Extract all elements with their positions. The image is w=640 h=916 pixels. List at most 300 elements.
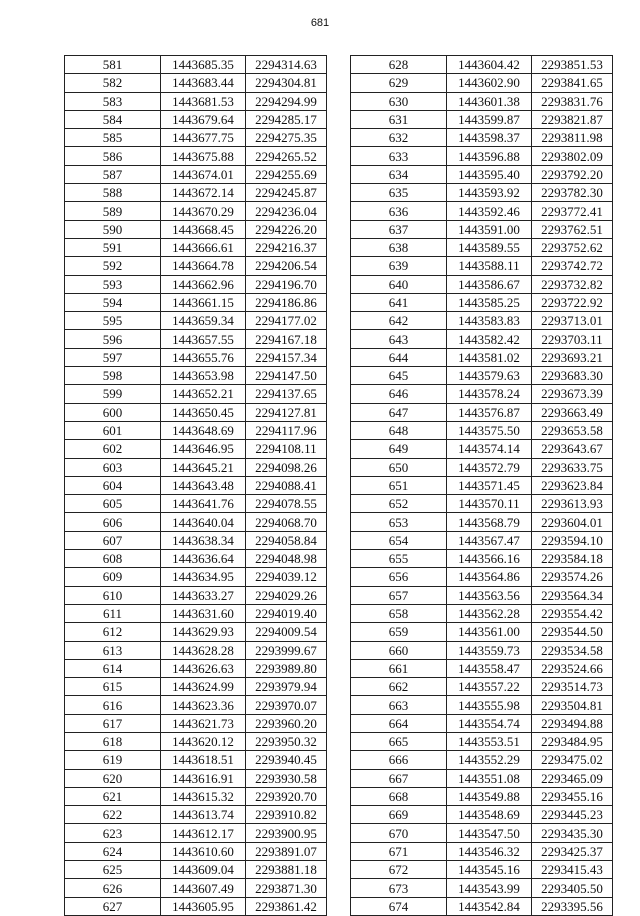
x-coordinate-cell: 1443674.01 — [161, 165, 246, 183]
y-coordinate-cell: 2293989.80 — [246, 659, 327, 677]
x-coordinate-cell: 1443554.74 — [447, 714, 532, 732]
y-coordinate-cell: 2293821.87 — [532, 110, 613, 128]
y-coordinate-cell: 2293534.58 — [532, 641, 613, 659]
y-coordinate-cell: 2293653.58 — [532, 421, 613, 439]
x-coordinate-cell: 1443643.48 — [161, 476, 246, 494]
x-coordinate-cell: 1443646.95 — [161, 440, 246, 458]
table-row — [351, 861, 613, 879]
table-row — [351, 220, 613, 238]
y-coordinate-cell: 2293950.32 — [246, 732, 327, 750]
point-number-cell: 637 — [351, 220, 447, 238]
table-row — [65, 74, 327, 92]
table-row — [65, 806, 327, 824]
point-number-cell: 640 — [351, 275, 447, 293]
y-coordinate-cell: 2293574.26 — [532, 568, 613, 586]
point-number-cell: 666 — [351, 751, 447, 769]
point-number-cell: 622 — [65, 806, 161, 824]
table-row — [65, 568, 327, 586]
y-coordinate-cell: 2294058.84 — [246, 531, 327, 549]
y-coordinate-cell: 2294009.54 — [246, 623, 327, 641]
x-coordinate-cell: 1443582.42 — [447, 330, 532, 348]
y-coordinate-cell: 2293970.07 — [246, 696, 327, 714]
table-row — [351, 92, 613, 110]
y-coordinate-cell: 2294147.50 — [246, 367, 327, 385]
x-coordinate-cell: 1443618.51 — [161, 751, 246, 769]
point-number-cell: 589 — [65, 202, 161, 220]
y-coordinate-cell: 2294048.98 — [246, 550, 327, 568]
x-coordinate-cell: 1443650.45 — [161, 403, 246, 421]
x-coordinate-cell: 1443574.14 — [447, 440, 532, 458]
y-coordinate-cell: 2293663.49 — [532, 403, 613, 421]
y-coordinate-cell: 2293960.20 — [246, 714, 327, 732]
table-row — [65, 678, 327, 696]
x-coordinate-cell: 1443631.60 — [161, 604, 246, 622]
x-coordinate-cell: 1443634.95 — [161, 568, 246, 586]
table-row — [65, 824, 327, 842]
table-row — [351, 74, 613, 92]
table-row — [65, 879, 327, 897]
table-row — [65, 403, 327, 421]
y-coordinate-cell: 2293713.01 — [532, 312, 613, 330]
x-coordinate-cell: 1443561.00 — [447, 623, 532, 641]
point-number-cell: 638 — [351, 238, 447, 256]
table-row — [65, 56, 327, 74]
y-coordinate-cell: 2293435.30 — [532, 824, 613, 842]
y-coordinate-cell: 2294186.86 — [246, 293, 327, 311]
point-number-cell: 612 — [65, 623, 161, 641]
table-row — [65, 769, 327, 787]
point-number-cell: 653 — [351, 513, 447, 531]
y-coordinate-cell: 2293900.95 — [246, 824, 327, 842]
y-coordinate-cell: 2293742.72 — [532, 257, 613, 275]
y-coordinate-cell: 2293564.34 — [532, 586, 613, 604]
y-coordinate-cell: 2293881.18 — [246, 861, 327, 879]
y-coordinate-cell: 2293584.18 — [532, 550, 613, 568]
point-number-cell: 634 — [351, 165, 447, 183]
x-coordinate-cell: 1443567.47 — [447, 531, 532, 549]
point-number-cell: 660 — [351, 641, 447, 659]
table-row — [65, 861, 327, 879]
table-row — [351, 824, 613, 842]
point-number-cell: 641 — [351, 293, 447, 311]
table-row — [351, 732, 613, 750]
point-number-cell: 626 — [65, 879, 161, 897]
table-row — [65, 348, 327, 366]
y-coordinate-cell: 2294167.18 — [246, 330, 327, 348]
table-row — [351, 879, 613, 897]
point-number-cell: 644 — [351, 348, 447, 366]
table-row — [351, 476, 613, 494]
table-row — [65, 513, 327, 531]
point-number-cell: 607 — [65, 531, 161, 549]
x-coordinate-cell: 1443638.34 — [161, 531, 246, 549]
point-number-cell: 639 — [351, 257, 447, 275]
table-row — [65, 312, 327, 330]
x-coordinate-cell: 1443553.51 — [447, 732, 532, 750]
x-coordinate-cell: 1443578.24 — [447, 385, 532, 403]
point-number-cell: 583 — [65, 92, 161, 110]
table-row — [351, 513, 613, 531]
table-row — [65, 202, 327, 220]
point-number-cell: 605 — [65, 495, 161, 513]
point-number-cell: 627 — [65, 897, 161, 915]
y-coordinate-cell: 2293594.10 — [532, 531, 613, 549]
x-coordinate-cell: 1443566.16 — [447, 550, 532, 568]
point-number-cell: 601 — [65, 421, 161, 439]
table-row — [351, 385, 613, 403]
y-coordinate-cell: 2294068.70 — [246, 513, 327, 531]
y-coordinate-cell: 2294265.52 — [246, 147, 327, 165]
y-coordinate-cell: 2293395.56 — [532, 897, 613, 915]
y-coordinate-cell: 2293445.23 — [532, 806, 613, 824]
point-number-cell: 592 — [65, 257, 161, 275]
point-number-cell: 623 — [65, 824, 161, 842]
y-coordinate-cell: 2294255.69 — [246, 165, 327, 183]
table-row — [65, 110, 327, 128]
point-number-cell: 588 — [65, 184, 161, 202]
point-number-cell: 604 — [65, 476, 161, 494]
y-coordinate-cell: 2293494.88 — [532, 714, 613, 732]
table-row — [65, 751, 327, 769]
point-number-cell: 615 — [65, 678, 161, 696]
x-coordinate-cell: 1443591.00 — [447, 220, 532, 238]
y-coordinate-cell: 2293643.67 — [532, 440, 613, 458]
x-coordinate-cell: 1443662.96 — [161, 275, 246, 293]
point-number-cell: 671 — [351, 842, 447, 860]
x-coordinate-cell: 1443620.12 — [161, 732, 246, 750]
table-row — [351, 842, 613, 860]
y-coordinate-cell: 2294019.40 — [246, 604, 327, 622]
point-number-cell: 597 — [65, 348, 161, 366]
y-coordinate-cell: 2293554.42 — [532, 604, 613, 622]
x-coordinate-cell: 1443571.45 — [447, 476, 532, 494]
x-coordinate-cell: 1443683.44 — [161, 74, 246, 92]
table-row — [65, 696, 327, 714]
point-number-cell: 670 — [351, 824, 447, 842]
x-coordinate-cell: 1443588.11 — [447, 257, 532, 275]
point-number-cell: 651 — [351, 476, 447, 494]
point-number-cell: 633 — [351, 147, 447, 165]
y-coordinate-cell: 2293861.42 — [246, 897, 327, 915]
point-number-cell: 643 — [351, 330, 447, 348]
point-number-cell: 602 — [65, 440, 161, 458]
table-row — [351, 696, 613, 714]
x-coordinate-cell: 1443679.64 — [161, 110, 246, 128]
table-row — [65, 440, 327, 458]
table-row — [351, 806, 613, 824]
x-coordinate-cell: 1443645.21 — [161, 458, 246, 476]
point-number-cell: 582 — [65, 74, 161, 92]
x-coordinate-cell: 1443593.92 — [447, 184, 532, 202]
point-number-cell: 673 — [351, 879, 447, 897]
x-coordinate-cell: 1443626.63 — [161, 659, 246, 677]
x-coordinate-cell: 1443575.50 — [447, 421, 532, 439]
x-coordinate-cell: 1443616.91 — [161, 769, 246, 787]
x-coordinate-cell: 1443579.63 — [447, 367, 532, 385]
y-coordinate-cell: 2293792.20 — [532, 165, 613, 183]
table-row — [65, 604, 327, 622]
point-number-cell: 646 — [351, 385, 447, 403]
x-coordinate-cell: 1443572.79 — [447, 458, 532, 476]
y-coordinate-cell: 2294314.63 — [246, 56, 327, 74]
y-coordinate-cell: 2293673.39 — [532, 385, 613, 403]
table-row — [351, 202, 613, 220]
y-coordinate-cell: 2293871.30 — [246, 879, 327, 897]
table-row — [351, 367, 613, 385]
point-number-cell: 661 — [351, 659, 447, 677]
table-row — [65, 238, 327, 256]
y-coordinate-cell: 2294285.17 — [246, 110, 327, 128]
x-coordinate-cell: 1443557.22 — [447, 678, 532, 696]
y-coordinate-cell: 2294226.20 — [246, 220, 327, 238]
point-number-cell: 650 — [351, 458, 447, 476]
x-coordinate-cell: 1443543.99 — [447, 879, 532, 897]
point-number-cell: 636 — [351, 202, 447, 220]
y-coordinate-cell: 2294206.54 — [246, 257, 327, 275]
y-coordinate-cell: 2293782.30 — [532, 184, 613, 202]
point-number-cell: 600 — [65, 403, 161, 421]
x-coordinate-cell: 1443592.46 — [447, 202, 532, 220]
y-coordinate-cell: 2294117.96 — [246, 421, 327, 439]
table-row — [65, 330, 327, 348]
point-number-cell: 610 — [65, 586, 161, 604]
table-row — [351, 110, 613, 128]
y-coordinate-cell: 2293484.95 — [532, 732, 613, 750]
point-number-cell: 613 — [65, 641, 161, 659]
x-coordinate-cell: 1443564.86 — [447, 568, 532, 586]
y-coordinate-cell: 2294294.99 — [246, 92, 327, 110]
y-coordinate-cell: 2294196.70 — [246, 275, 327, 293]
table-row — [351, 641, 613, 659]
point-number-cell: 620 — [65, 769, 161, 787]
point-number-cell: 635 — [351, 184, 447, 202]
point-number-cell: 642 — [351, 312, 447, 330]
table-row — [65, 586, 327, 604]
table-row — [351, 275, 613, 293]
table-row — [351, 348, 613, 366]
y-coordinate-cell: 2294137.65 — [246, 385, 327, 403]
point-number-cell: 658 — [351, 604, 447, 622]
point-number-cell: 581 — [65, 56, 161, 74]
y-coordinate-cell: 2293999.67 — [246, 641, 327, 659]
x-coordinate-cell: 1443633.27 — [161, 586, 246, 604]
y-coordinate-cell: 2293979.94 — [246, 678, 327, 696]
table-row — [351, 184, 613, 202]
table-row — [351, 56, 613, 74]
page-number: 681 — [310, 17, 330, 29]
y-coordinate-cell: 2294098.26 — [246, 458, 327, 476]
table-row — [351, 495, 613, 513]
x-coordinate-cell: 1443595.40 — [447, 165, 532, 183]
table-row — [65, 787, 327, 805]
y-coordinate-cell: 2293405.50 — [532, 879, 613, 897]
point-number-cell: 631 — [351, 110, 447, 128]
table-row — [351, 165, 613, 183]
point-number-cell: 621 — [65, 787, 161, 805]
y-coordinate-cell: 2293604.01 — [532, 513, 613, 531]
x-coordinate-cell: 1443648.69 — [161, 421, 246, 439]
table-row — [65, 165, 327, 183]
table-row — [65, 732, 327, 750]
y-coordinate-cell: 2293633.75 — [532, 458, 613, 476]
table-row — [351, 897, 613, 915]
point-number-cell: 606 — [65, 513, 161, 531]
y-coordinate-cell: 2293841.65 — [532, 74, 613, 92]
x-coordinate-cell: 1443615.32 — [161, 787, 246, 805]
x-coordinate-cell: 1443605.95 — [161, 897, 246, 915]
point-number-cell: 656 — [351, 568, 447, 586]
x-coordinate-cell: 1443568.79 — [447, 513, 532, 531]
x-coordinate-cell: 1443563.56 — [447, 586, 532, 604]
point-number-cell: 645 — [351, 367, 447, 385]
y-coordinate-cell: 2294216.37 — [246, 238, 327, 256]
y-coordinate-cell: 2294088.41 — [246, 476, 327, 494]
x-coordinate-cell: 1443585.25 — [447, 293, 532, 311]
table-row — [351, 787, 613, 805]
point-number-cell: 614 — [65, 659, 161, 677]
point-number-cell: 599 — [65, 385, 161, 403]
table-row — [65, 147, 327, 165]
x-coordinate-cell: 1443657.55 — [161, 330, 246, 348]
y-coordinate-cell: 2293683.30 — [532, 367, 613, 385]
table-row — [351, 147, 613, 165]
x-coordinate-cell: 1443664.78 — [161, 257, 246, 275]
point-number-cell: 668 — [351, 787, 447, 805]
x-coordinate-cell: 1443677.75 — [161, 129, 246, 147]
point-number-cell: 587 — [65, 165, 161, 183]
x-coordinate-cell: 1443570.11 — [447, 495, 532, 513]
table-row — [65, 531, 327, 549]
point-number-cell: 663 — [351, 696, 447, 714]
y-coordinate-cell: 2293930.58 — [246, 769, 327, 787]
x-coordinate-cell: 1443672.14 — [161, 184, 246, 202]
table-row — [351, 678, 613, 696]
x-coordinate-cell: 1443628.28 — [161, 641, 246, 659]
x-coordinate-cell: 1443562.28 — [447, 604, 532, 622]
y-coordinate-cell: 2293425.37 — [532, 842, 613, 860]
y-coordinate-cell: 2294039.12 — [246, 568, 327, 586]
table-row — [351, 293, 613, 311]
point-number-cell: 674 — [351, 897, 447, 915]
x-coordinate-cell: 1443640.04 — [161, 513, 246, 531]
y-coordinate-cell: 2293703.11 — [532, 330, 613, 348]
table-row — [65, 495, 327, 513]
point-number-cell: 591 — [65, 238, 161, 256]
table-row — [65, 476, 327, 494]
y-coordinate-cell: 2293772.41 — [532, 202, 613, 220]
y-coordinate-cell: 2294245.87 — [246, 184, 327, 202]
x-coordinate-cell: 1443675.88 — [161, 147, 246, 165]
x-coordinate-cell: 1443661.15 — [161, 293, 246, 311]
point-number-cell: 649 — [351, 440, 447, 458]
y-coordinate-cell: 2293891.07 — [246, 842, 327, 860]
x-coordinate-cell: 1443621.73 — [161, 714, 246, 732]
y-coordinate-cell: 2293465.09 — [532, 769, 613, 787]
x-coordinate-cell: 1443542.84 — [447, 897, 532, 915]
table-row — [65, 641, 327, 659]
x-coordinate-cell: 1443624.99 — [161, 678, 246, 696]
x-coordinate-cell: 1443599.87 — [447, 110, 532, 128]
point-number-cell: 590 — [65, 220, 161, 238]
table-row — [65, 92, 327, 110]
y-coordinate-cell: 2293910.82 — [246, 806, 327, 824]
x-coordinate-cell: 1443551.08 — [447, 769, 532, 787]
x-coordinate-cell: 1443583.83 — [447, 312, 532, 330]
point-number-cell: 655 — [351, 550, 447, 568]
x-coordinate-cell: 1443610.60 — [161, 842, 246, 860]
point-number-cell: 669 — [351, 806, 447, 824]
y-coordinate-cell: 2294078.55 — [246, 495, 327, 513]
x-coordinate-cell: 1443609.04 — [161, 861, 246, 879]
table-row — [351, 714, 613, 732]
y-coordinate-cell: 2293831.76 — [532, 92, 613, 110]
y-coordinate-cell: 2294029.26 — [246, 586, 327, 604]
x-coordinate-cell: 1443601.38 — [447, 92, 532, 110]
x-coordinate-cell: 1443681.53 — [161, 92, 246, 110]
point-number-cell: 619 — [65, 751, 161, 769]
x-coordinate-cell: 1443555.98 — [447, 696, 532, 714]
point-number-cell: 657 — [351, 586, 447, 604]
table-row — [351, 769, 613, 787]
table-row — [351, 586, 613, 604]
point-number-cell: 609 — [65, 568, 161, 586]
point-number-cell: 598 — [65, 367, 161, 385]
y-coordinate-cell: 2293920.70 — [246, 787, 327, 805]
point-number-cell: 647 — [351, 403, 447, 421]
x-coordinate-cell: 1443623.36 — [161, 696, 246, 714]
x-coordinate-cell: 1443552.29 — [447, 751, 532, 769]
x-coordinate-cell: 1443629.93 — [161, 623, 246, 641]
point-number-cell: 617 — [65, 714, 161, 732]
y-coordinate-cell: 2294304.81 — [246, 74, 327, 92]
x-coordinate-cell: 1443586.67 — [447, 275, 532, 293]
table-row — [65, 275, 327, 293]
table-row — [65, 421, 327, 439]
x-coordinate-cell: 1443559.73 — [447, 641, 532, 659]
point-number-cell: 608 — [65, 550, 161, 568]
x-coordinate-cell: 1443655.76 — [161, 348, 246, 366]
x-coordinate-cell: 1443607.49 — [161, 879, 246, 897]
table-row — [65, 385, 327, 403]
y-coordinate-cell: 2294275.35 — [246, 129, 327, 147]
x-coordinate-cell: 1443558.47 — [447, 659, 532, 677]
table-row — [65, 842, 327, 860]
x-coordinate-cell: 1443545.16 — [447, 861, 532, 879]
point-number-cell: 632 — [351, 129, 447, 147]
y-coordinate-cell: 2293811.98 — [532, 129, 613, 147]
point-number-cell: 603 — [65, 458, 161, 476]
y-coordinate-cell: 2293623.84 — [532, 476, 613, 494]
table-row — [351, 440, 613, 458]
y-coordinate-cell: 2294108.11 — [246, 440, 327, 458]
table-row — [65, 257, 327, 275]
point-number-cell: 611 — [65, 604, 161, 622]
point-number-cell: 659 — [351, 623, 447, 641]
x-coordinate-cell: 1443636.64 — [161, 550, 246, 568]
y-coordinate-cell: 2293475.02 — [532, 751, 613, 769]
point-number-cell: 586 — [65, 147, 161, 165]
x-coordinate-cell: 1443602.90 — [447, 74, 532, 92]
table-row — [351, 458, 613, 476]
table-row — [351, 330, 613, 348]
table-row — [65, 550, 327, 568]
point-number-cell: 625 — [65, 861, 161, 879]
x-coordinate-cell: 1443613.74 — [161, 806, 246, 824]
x-coordinate-cell: 1443659.34 — [161, 312, 246, 330]
point-number-cell: 648 — [351, 421, 447, 439]
point-number-cell: 672 — [351, 861, 447, 879]
point-number-cell: 630 — [351, 92, 447, 110]
